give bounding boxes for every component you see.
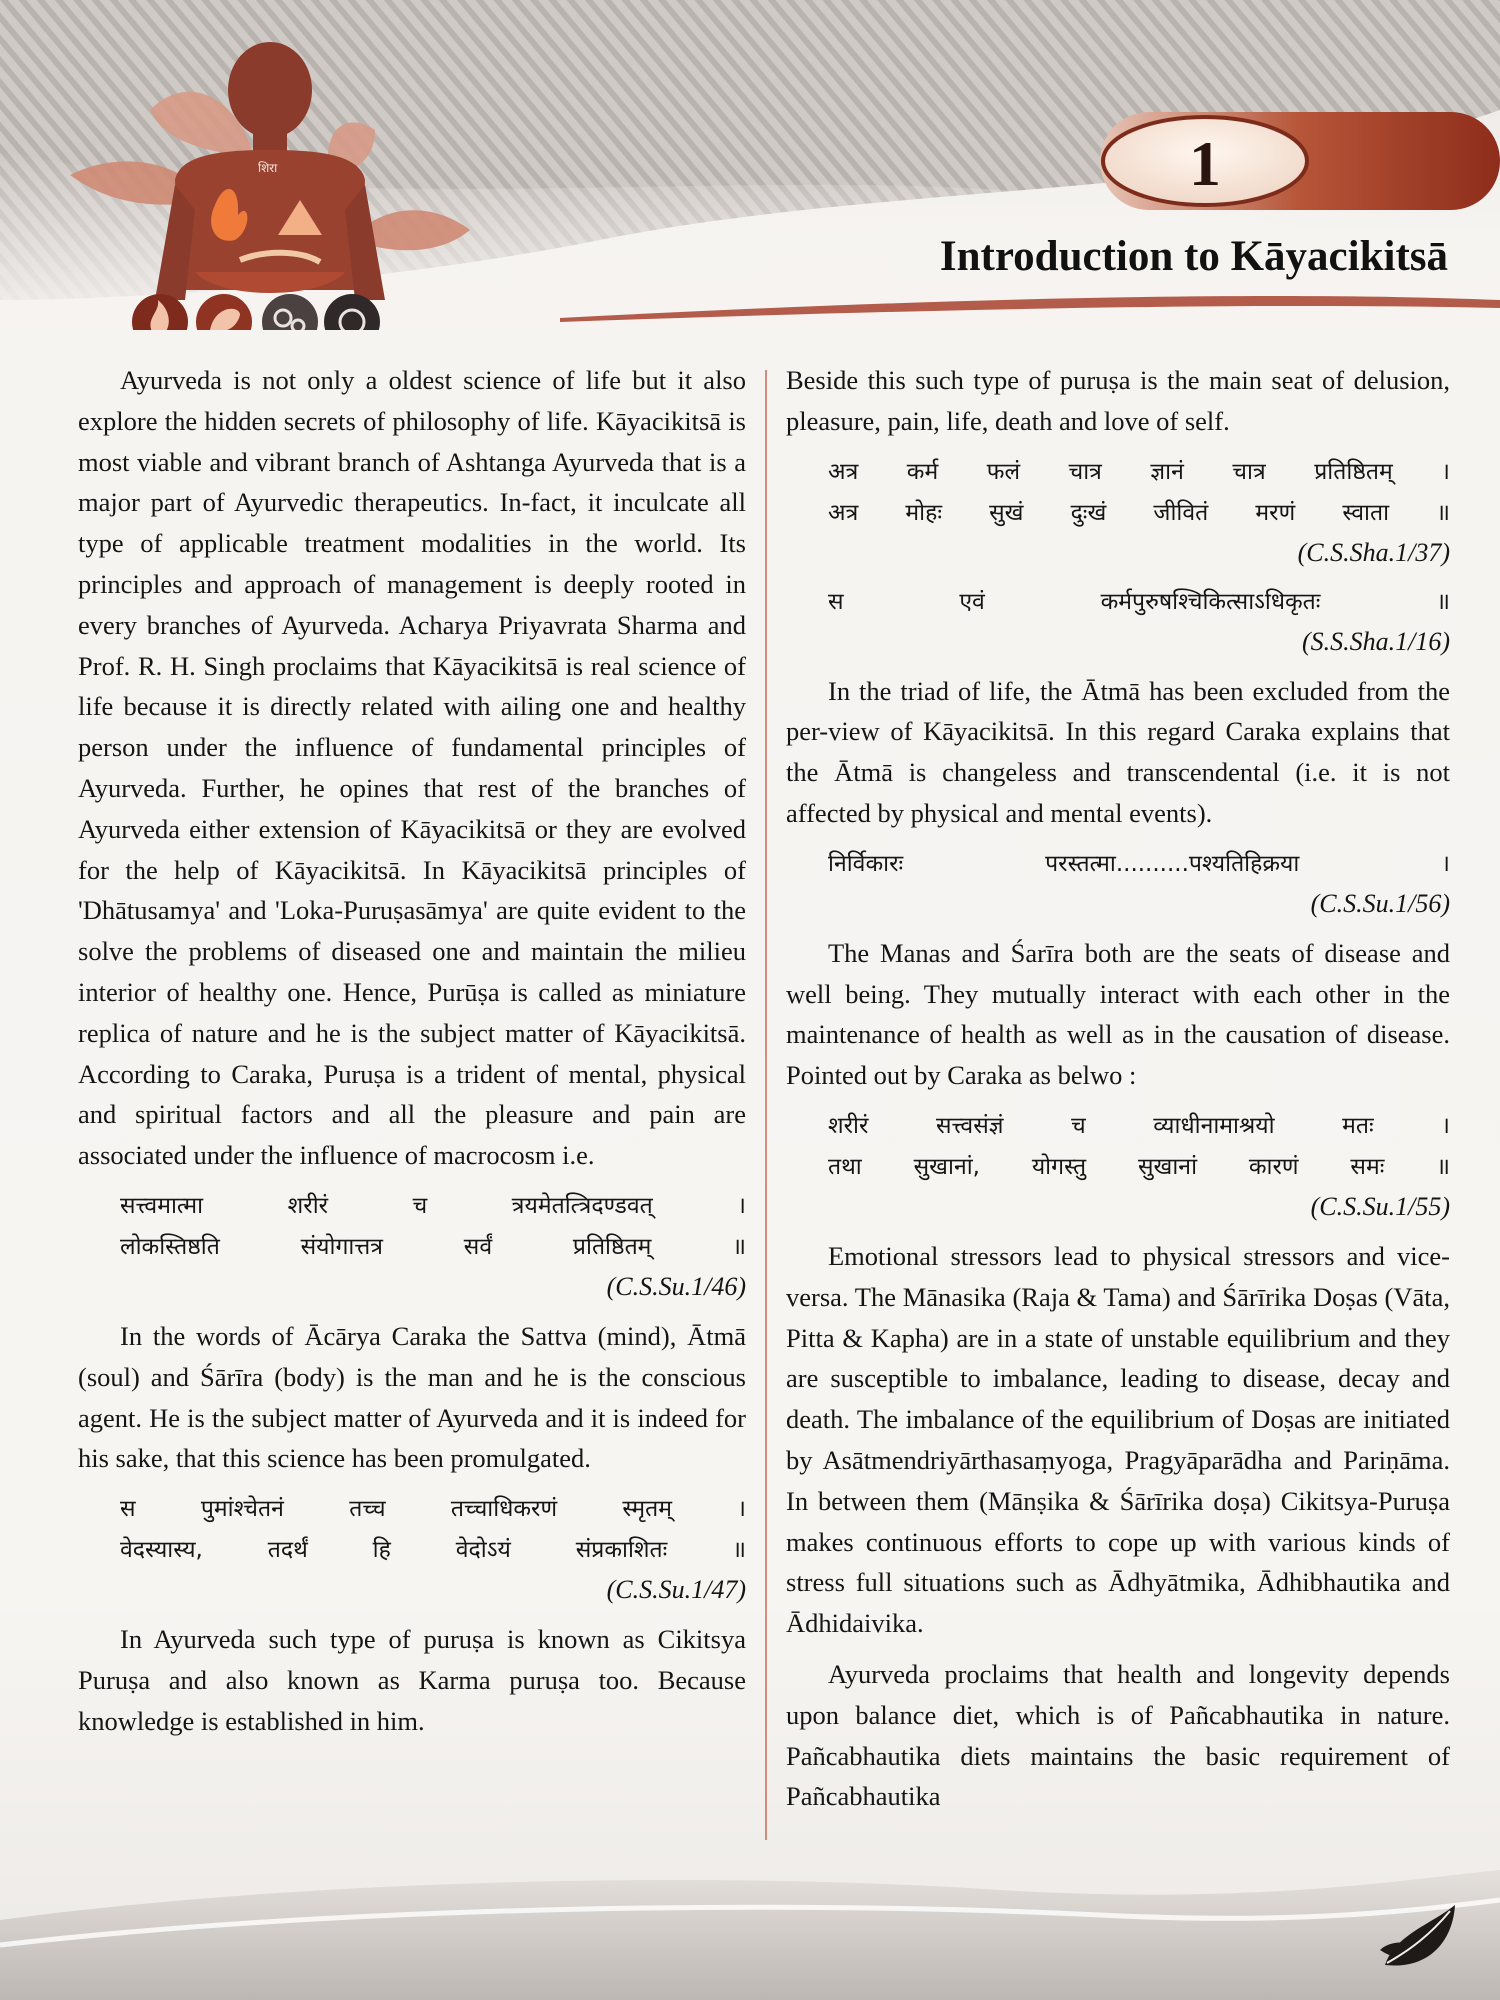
column-divider	[765, 370, 767, 1840]
verse-reference: (C.S.Su.1/56)	[1310, 888, 1450, 918]
paragraph: Beside this such type of puruṣa is the main seat of delusion, pleasure, pain, life, death and love of self.	[786, 365, 1450, 436]
verse-reference: (C.S.Su.1/47)	[606, 1575, 746, 1605]
sanskrit-verse	[786, 582, 1450, 623]
verse-line: निर्विकारः परस्तत्मा..........पश्यतिहिक्रया ।	[828, 850, 1450, 877]
paragraph: Emotional stressors lead to physical stressors and vice-versa. The Mānasika (Raja & Tama) and Śārīrika Doṣas (Vāta, Pitta & Kapha) are in a state of unstable equilibrium and they are susceptible to imbalance, leading to disease, decay and death. The imbalance of the equilibrium of Doṣas are initiated by Asātmendriyārthasaṃyoga, Pragyāparādha and Pariṇāma. In between them (Mānṣika & Śārīrika doṣa) Cikitsya-Puruṣa makes continuous efforts to cope up with various kinds of stress full situations such as Ādhyātmika, Ādhibhautika and Ādhidaivika.	[786, 1240, 1450, 1639]
verse-line: वेदस्यास्य, तदर्थं हि वेदोऽयं संप्रकाशितः ॥	[120, 1537, 746, 1564]
verse-line: शरीरं सत्त्वसंज्ञं च व्याधीनामाश्रयो मतः ।	[828, 1112, 1450, 1139]
leaf-ornament-icon	[1375, 1895, 1465, 1985]
paragraph: Ayurveda proclaims that health and longevity depends upon balance diet, which is of Pañcabhautika in nature. Pañcabhautika diets maintains the basic requirement of Pañcabhautika	[786, 1658, 1450, 1812]
verse-line: स पुमांश्चेतनं तच्च तच्चाधिकरणं स्मृतम् ।	[120, 1496, 746, 1523]
verse-reference: (C.S.Su.1/55)	[1310, 1191, 1450, 1221]
verse-line: लोकस्तिष्ठति संयोगात्तत्र सर्वं प्रतिष्ठितम् ॥	[120, 1233, 746, 1260]
sanskrit-verse	[786, 452, 1450, 534]
chapter-number: 1	[1189, 128, 1221, 199]
verse-reference: (C.S.Su.1/46)	[606, 1271, 746, 1301]
chapter-header	[0, 0, 1500, 330]
sanskrit-verse	[786, 844, 1450, 885]
sanskrit-verse	[786, 1106, 1450, 1188]
paragraph: The Manas and Śarīra both are the seats of disease and well being. They mutually interact with each other in the maintenance of health as well as in the causation of disease. Pointed out by Caraka as belwo :	[786, 937, 1450, 1091]
paragraph: In the words of Ācārya Caraka the Sattva (mind), Ātmā (soul) and Śārīra (body) is the man and he is the conscious agent. He is the subject matter of Ayurveda and it is indeed for his sake, that this science has been promulgated.	[78, 1320, 746, 1474]
right-column	[786, 360, 1450, 1827]
verse-line: अत्र मोहः सुखं दुःखं जीवितं मरणं स्वाता ॥	[828, 499, 1450, 526]
verse-line: सत्त्वमात्मा शरीरं च त्रयमेतत्त्रिदण्डवत् ।	[120, 1192, 746, 1219]
figure-label: शिरा	[258, 161, 278, 175]
verse-reference: (C.S.Sha.1/37)	[1297, 537, 1450, 567]
paragraph: In the triad of life, the Ātmā has been excluded from the per-view of Kāyacikitsā. In this regard Caraka explains that the Ātmā is changeless and transcendental (i.e. it is not affected by physical and mental events).	[786, 675, 1450, 828]
verse-line: स एवं कर्मपुरुषश्चिकित्साऽधिकृतः ॥	[828, 588, 1450, 615]
sanskrit-verse	[78, 1489, 746, 1571]
verse-line: अत्र कर्म फलं चात्र ज्ञानं चात्र प्रतिष्ठितम् ।	[828, 458, 1450, 485]
verse-line: तथा सुखानां, योगस्तु सुखानां कारणं समः ॥	[828, 1153, 1450, 1180]
paragraph: In Ayurveda such type of puruṣa is known as Cikitsya Puruṣa and also known as Karma puruṣa too. Because knowledge is established in him.	[78, 1624, 746, 1736]
sanskrit-verse	[78, 1186, 746, 1268]
footer-wave	[0, 1860, 1500, 2000]
chapter-title: Introduction to Kāyacikitsā	[939, 233, 1448, 280]
verse-reference: (S.S.Sha.1/16)	[1301, 626, 1450, 656]
left-column	[78, 360, 746, 1752]
paragraph: Ayurveda is not only a oldest science of life but it also explore the hidden secrets of philosophy of life. Kāyacikitsā is most viable and vibrant branch of Ashtanga Ayurveda that is a major part of Ayurvedic therapeutics. In-fact, it inculcate all type of applicable treatment modalities in the world. Its principles and approach of management is deeply rooted in every branches of Ayurveda. Acharya Priyavrata Sharma and Prof. R. H. Singh proclaims that Kāyacikitsā is real science of life because it is directly related with ailing one and healthy person under the influence of fundamental principles of Ayurveda. Further, he opines that rest of the branches of Ayurveda either extension of Kāyacikitsā or they are evolved for the help of Kāyacikitsā. In Kāyacikitsā principles of 'Dhātusamya' and 'Loka-Puruṣasāmya' are quite evident to the solve the problems of diseased one and maintain the milieu interior of healthy one. Hence, Purūṣa is called as miniature replica of nature and he is the subject matter of Kāyacikitsā. According to Caraka, Puruṣa is a trident of mental, physical and spiritual factors and all the pleasure and pain are associated under the influence of macrocosm i.e.	[78, 365, 746, 1171]
